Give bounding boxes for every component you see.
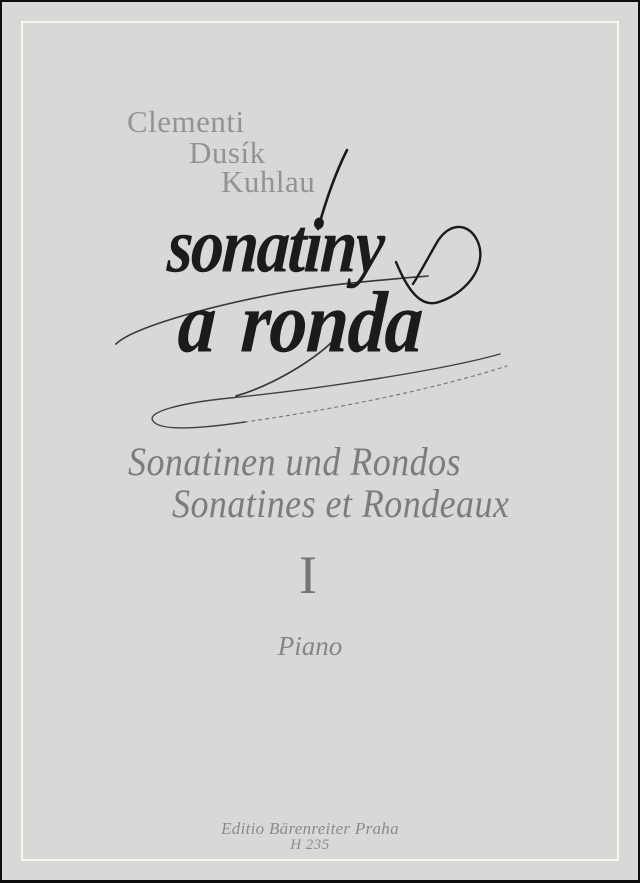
title-line-1: sonatiny [165,203,386,290]
volume-numeral: I [299,545,317,605]
composer-name-clementi: Clementi [127,104,245,139]
publisher-name: Editio Bärenreiter Praha [221,819,399,838]
composer-name-kuhlau: Kuhlau [221,164,316,199]
subtitle-german: Sonatinen und Rondos [128,439,461,484]
subtitle-french: Sonatines et Rondeaux [172,481,510,526]
catalog-number: H 235 [290,837,330,853]
instrument-label: Piano [277,631,343,661]
composer-name-dusik: Dusík [189,135,266,170]
title-line-2: a ronda [175,274,426,371]
